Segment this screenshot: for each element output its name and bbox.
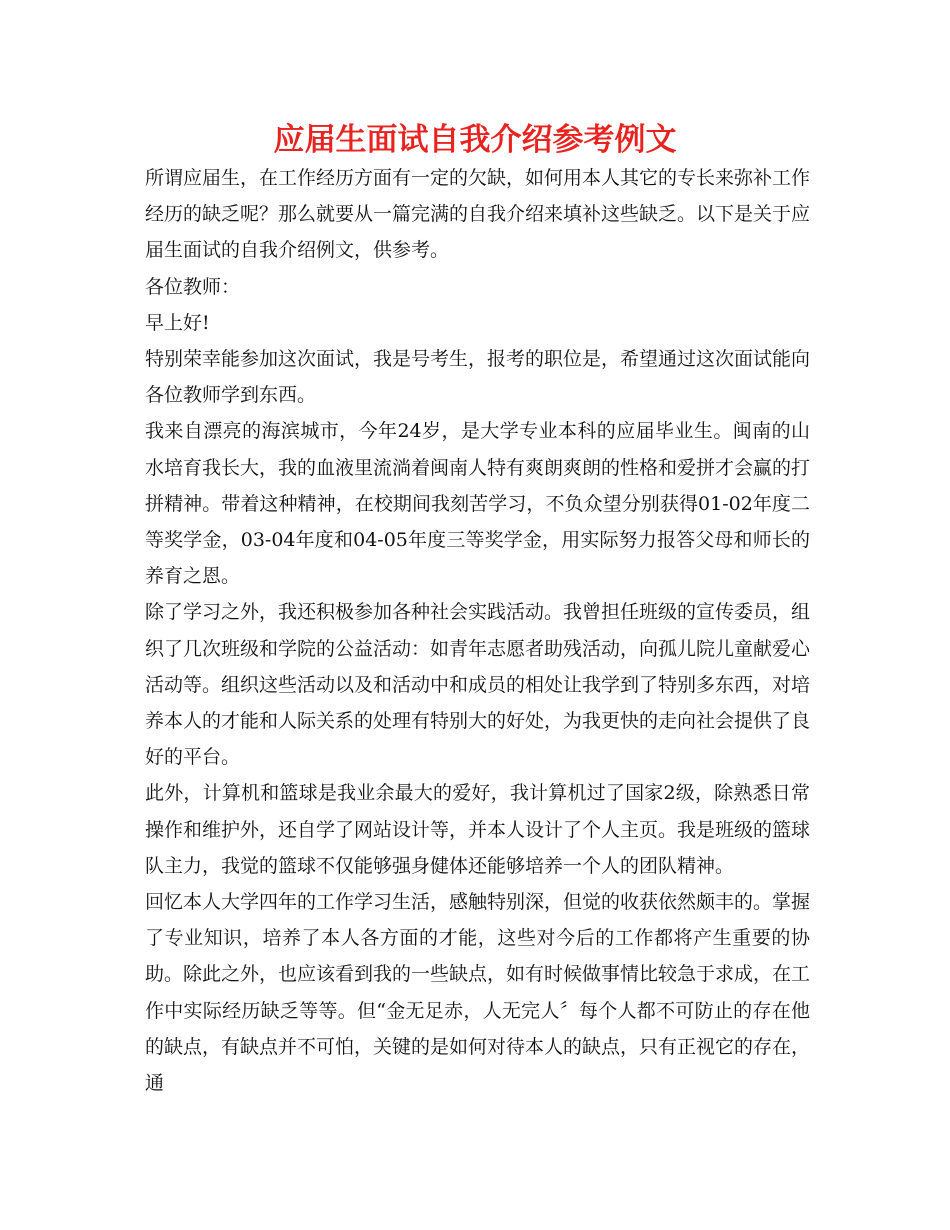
paragraph-activities: 除了学习之外，我还积极参加各种社会实践活动。我曾担任班级的宣传委员，组织了几次班级和学院的公益活动：如青年志愿者助残活动，向孤儿院儿童献爱心活动等。组织这些活动以及和活动中和成员的相处让我学到了特别多东西，对培养本人的才能和人际关系的处理有特别大的好处，为我更快的走向社会提供了良好的平台。 — [145, 601, 811, 769]
paragraph-reflection: 回忆本人大学四年的工作学习生活，感触特别深，但觉的收获依然颇丰的。掌握了专业知识，培养了本人各方面的才能，这些对今后的工作都将产生重要的协助。除此之外，也应该看到我的一些缺点，如有时候做事情比较急于求成，在工作中实际经历缺乏等等。但“金无足赤，人无完人〞每个人都不可防止的存在他的缺点，有缺点并不可怕，关键的是如何对待本人的缺点，只有正视它的存在，通 — [145, 891, 811, 1095]
document-body — [145, 160, 810, 1101]
paragraph-hobbies: 此外，计算机和篮球是我业余最大的爱好，我计算机过了国家2级，除熟悉日常操作和维护外，还自学了网站设计等，并本人设计了个人主页。我是班级的篮球队主力，我觉的篮球不仅能够强身健体还能够培养一个人的团队精神。 — [145, 782, 811, 877]
document-title: 应届生面试自我介绍参考例文 — [273, 122, 677, 158]
paragraph-greeting: 早上好! — [145, 311, 210, 334]
paragraph-salutation: 各位教师： — [145, 275, 241, 298]
paragraph-background: 我来自漂亮的海滨城市，今年24岁，是大学专业本科的应届毕业生。闽南的山水培育我长大，我的血液里流淌着闽南人特有爽朗爽朗的性格和爱拼才会赢的打拼精神。带着这种精神，在校期间我刻苦学习，不负众望分别获得01-02年度二等奖学金，03-04年度和04-05年度三等奖学金，用实际努力报答父母和师长的养育之恩。 — [145, 420, 811, 588]
paragraph-intro: 所谓应届生，在工作经历方面有一定的欠缺，如何用本人其它的专长来弥补工作经历的缺乏呢？那么就要从一篇完满的自我介绍来填补这些缺乏。以下是关于应届生面试的自我介绍例文，供参考。 — [145, 167, 811, 262]
paragraph-opening: 特别荣幸能参加这次面试，我是号考生，报考的职位是，希望通过这次面试能向各位教师学到东西。 — [145, 348, 811, 407]
